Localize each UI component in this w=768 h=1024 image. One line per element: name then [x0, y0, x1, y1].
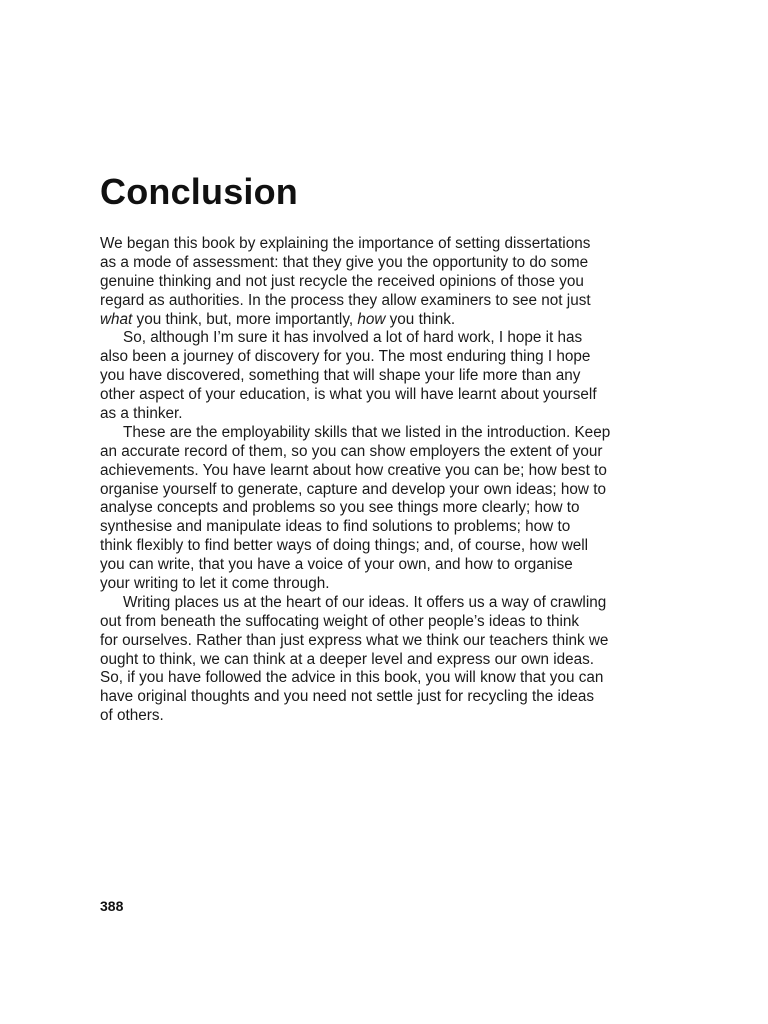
text-line: as a thinker. — [100, 405, 183, 423]
text-line: think flexibly to find better ways of doing things; and, of course, how well — [100, 537, 589, 555]
text-line: you can write, that you have a voice of your own, and how to organise — [100, 556, 573, 574]
text-line: organise yourself to generate, capture and develop your own ideas; how to — [100, 480, 606, 498]
text-line: of others. — [100, 707, 164, 725]
paragraph — [100, 329, 690, 423]
text-line: These are the employability skills that we listed in the introduction. Keep — [123, 423, 611, 441]
text-line: regard as authorities. In the process they allow examiners to see not just — [100, 291, 591, 309]
text-run: you think, but, more importantly, — [132, 310, 358, 328]
text-line — [100, 311, 690, 330]
text-line: an accurate record of them, so you can show employers the extent of your — [100, 442, 603, 460]
text-line: ought to think, we can think at a deeper level and express our own ideas. — [100, 650, 595, 668]
emphasis-what: what — [100, 310, 133, 328]
text-line: So, although I’m sure it has involved a lot of hard work, I hope it has — [123, 329, 583, 347]
text-run: you think. — [385, 310, 456, 328]
text-line: analyse concepts and problems so you see things more clearly; how to — [100, 499, 580, 517]
paragraph — [100, 235, 690, 329]
chapter-title: Conclusion — [100, 171, 298, 212]
emphasis-how: how — [357, 310, 386, 328]
text-line: We began this book by explaining the importance of setting dissertations — [100, 235, 591, 252]
text-line: Writing places us at the heart of our ideas. It offers us a way of crawling — [123, 593, 607, 611]
text-line: achievements. You have learnt about how creative you can be; how best to — [100, 461, 607, 479]
text-line: synthesise and manipulate ideas to find solutions to problems; how to — [100, 518, 571, 536]
text-line: have original thoughts and you need not settle just for recycling the ideas — [100, 688, 595, 706]
page-number: 388 — [100, 898, 124, 914]
text-line: your writing to let it come through. — [100, 575, 330, 593]
body-text — [100, 235, 690, 726]
text-line: So, if you have followed the advice in this book, you will know that you can — [100, 669, 604, 687]
text-line: also been a journey of discovery for you. The most enduring thing I hope — [100, 348, 591, 366]
text-line: as a mode of assessment: that they give you the opportunity to do some — [100, 253, 589, 271]
text-line: out from beneath the suffocating weight of other people’s ideas to think — [100, 612, 580, 630]
text-line: other aspect of your education, is what you will have learnt about yourself — [100, 386, 597, 404]
paragraph — [100, 424, 690, 594]
text-line: for ourselves. Rather than just express what we think our teachers think we — [100, 631, 609, 649]
text-line: you have discovered, something that will shape your life more than any — [100, 367, 581, 385]
paragraph — [100, 594, 690, 726]
text-line: genuine thinking and not just recycle the received opinions of those you — [100, 272, 584, 290]
